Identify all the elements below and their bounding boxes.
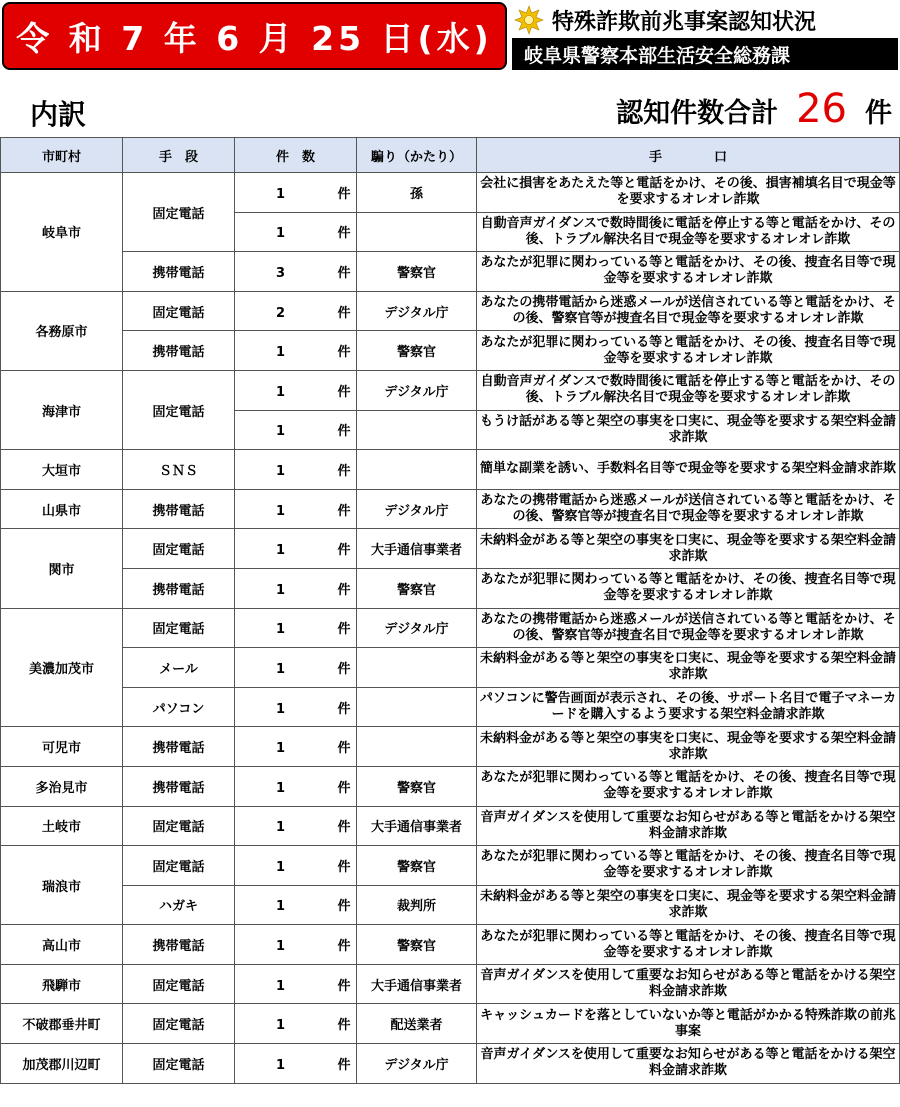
table-row bbox=[1, 370, 900, 410]
table-row bbox=[1, 727, 900, 767]
count-value: 1 bbox=[275, 543, 285, 559]
count-cell bbox=[235, 212, 357, 252]
pretext-cell: 警察官 bbox=[357, 252, 477, 292]
total-label: 認知件数合計 bbox=[616, 98, 779, 129]
count-unit: 件 bbox=[337, 780, 351, 796]
method-cell: 簡単な副業を誘い、手数料名目等で現金等を要求する架空料金請求詐欺 bbox=[477, 450, 900, 490]
count-value: 1 bbox=[275, 939, 285, 955]
count-unit: 件 bbox=[337, 265, 351, 281]
method-cell: もうけ話がある等と架空の事実を口実に、現金等を要求する架空料金請求詐欺 bbox=[477, 410, 900, 450]
pretext-cell: 警察官 bbox=[357, 846, 477, 886]
header-count: 件 数 bbox=[235, 138, 357, 173]
count-cell bbox=[235, 608, 357, 648]
count-value: 1 bbox=[275, 1057, 285, 1073]
method-cell: あなたが犯罪に関わっている等と電話をかけ、その後、捜査名目等で現金等を要求するオレオレ詐欺 bbox=[477, 846, 900, 886]
count-cell bbox=[235, 331, 357, 371]
table-row bbox=[1, 450, 900, 490]
count-cell bbox=[235, 370, 357, 410]
pretext-cell: デジタル庁 bbox=[357, 370, 477, 410]
means-cell: 固定電話 bbox=[123, 370, 235, 449]
department-bar bbox=[512, 38, 898, 70]
means-cell: 固定電話 bbox=[123, 608, 235, 648]
count-value: 1 bbox=[275, 820, 285, 836]
city-cell: 飛騨市 bbox=[1, 964, 123, 1004]
total-unit: 件 bbox=[865, 98, 892, 129]
table-row bbox=[1, 766, 900, 806]
count-value: 2 bbox=[275, 305, 285, 321]
city-cell: 加茂郡川辺町 bbox=[1, 1044, 123, 1084]
method-cell: 自動音声ガイダンスで数時間後に電話を停止する等と電話をかけ、その後、トラブル解決名目で現金等を要求するオレオレ詐欺 bbox=[477, 212, 900, 252]
means-cell: ＳＮＳ bbox=[123, 450, 235, 490]
pretext-cell: 配送業者 bbox=[357, 1004, 477, 1044]
method-cell: あなたの携帯電話から迷惑メールが送信されている等と電話をかけ、その後、警察官等が捜査名目で現金等を要求するオレオレ詐欺 bbox=[477, 291, 900, 331]
count-value: 1 bbox=[275, 622, 285, 638]
pretext-cell: 大手通信事業者 bbox=[357, 964, 477, 1004]
table-row bbox=[1, 1004, 900, 1044]
count-cell bbox=[235, 410, 357, 450]
count-value: 1 bbox=[275, 859, 285, 875]
method-cell: あなたが犯罪に関わっている等と電話をかけ、その後、捜査名目等で現金等を要求するオレオレ詐欺 bbox=[477, 568, 900, 608]
count-unit: 件 bbox=[337, 503, 351, 519]
count-unit: 件 bbox=[337, 978, 351, 994]
table-row bbox=[1, 529, 900, 569]
count-unit: 件 bbox=[337, 305, 351, 321]
table-row bbox=[1, 173, 900, 213]
count-unit: 件 bbox=[337, 701, 351, 717]
total-value: 26 bbox=[796, 86, 847, 132]
city-cell: 関市 bbox=[1, 529, 123, 608]
table-header-row bbox=[1, 138, 900, 173]
count-value: 1 bbox=[275, 780, 285, 796]
count-cell bbox=[235, 687, 357, 727]
pretext-cell bbox=[357, 727, 477, 767]
method-cell: 未納料金がある等と架空の事実を口実に、現金等を要求する架空料金請求詐欺 bbox=[477, 885, 900, 925]
means-cell: 携帯電話 bbox=[123, 925, 235, 965]
count-value: 1 bbox=[275, 582, 285, 598]
table-row bbox=[1, 1044, 900, 1084]
count-unit: 件 bbox=[337, 741, 351, 757]
table-row bbox=[1, 489, 900, 529]
count-unit: 件 bbox=[337, 622, 351, 638]
city-cell: 土岐市 bbox=[1, 806, 123, 846]
method-cell: あなたが犯罪に関わっている等と電話をかけ、その後、捜査名目等で現金等を要求するオレオレ詐欺 bbox=[477, 331, 900, 371]
pretext-cell: 裁判所 bbox=[357, 885, 477, 925]
city-cell: 多治見市 bbox=[1, 766, 123, 806]
means-cell: 携帯電話 bbox=[123, 727, 235, 767]
city-cell: 瑞浪市 bbox=[1, 846, 123, 925]
count-cell bbox=[235, 766, 357, 806]
table-row bbox=[1, 648, 900, 688]
table-row bbox=[1, 252, 900, 292]
means-cell: 携帯電話 bbox=[123, 489, 235, 529]
header-city: 市町村 bbox=[1, 138, 123, 173]
means-cell: 固定電話 bbox=[123, 1004, 235, 1044]
report-title: 特殊詐欺前兆事案認知状況 bbox=[552, 9, 817, 35]
header-means: 手 段 bbox=[123, 138, 235, 173]
city-cell: 美濃加茂市 bbox=[1, 608, 123, 727]
count-unit: 件 bbox=[337, 859, 351, 875]
report-date: 令 和 7 年 6 月 25 日(水) bbox=[16, 18, 493, 58]
total-summary bbox=[616, 86, 892, 132]
means-cell: 固定電話 bbox=[123, 964, 235, 1004]
pretext-cell: 孫 bbox=[357, 173, 477, 213]
count-cell bbox=[235, 1044, 357, 1084]
count-unit: 件 bbox=[337, 186, 351, 202]
count-cell bbox=[235, 252, 357, 292]
count-unit: 件 bbox=[337, 582, 351, 598]
pretext-cell: 警察官 bbox=[357, 331, 477, 371]
count-unit: 件 bbox=[337, 899, 351, 915]
police-emblem-icon bbox=[514, 5, 544, 35]
pretext-cell: 警察官 bbox=[357, 568, 477, 608]
means-cell: 固定電話 bbox=[123, 529, 235, 569]
pretext-cell bbox=[357, 648, 477, 688]
count-unit: 件 bbox=[337, 661, 351, 677]
means-cell: 固定電話 bbox=[123, 1044, 235, 1084]
table-row bbox=[1, 846, 900, 886]
count-value: 1 bbox=[275, 384, 285, 400]
count-value: 1 bbox=[275, 1018, 285, 1034]
table-row bbox=[1, 331, 900, 371]
header-pretext: 騙り（かたり） bbox=[357, 138, 477, 173]
city-cell: 各務原市 bbox=[1, 291, 123, 370]
count-unit: 件 bbox=[337, 424, 351, 440]
city-cell: 岐阜市 bbox=[1, 173, 123, 292]
count-value: 1 bbox=[275, 503, 285, 519]
count-value: 1 bbox=[275, 424, 285, 440]
city-cell: 可児市 bbox=[1, 727, 123, 767]
date-banner bbox=[2, 2, 507, 70]
title-area bbox=[512, 2, 898, 70]
method-cell: 自動音声ガイダンスで数時間後に電話を停止する等と電話をかけ、その後、トラブル解決名目で現金等を要求するオレオレ詐欺 bbox=[477, 370, 900, 410]
table-row bbox=[1, 291, 900, 331]
count-cell bbox=[235, 173, 357, 213]
count-unit: 件 bbox=[337, 463, 351, 479]
table-row bbox=[1, 608, 900, 648]
table-row bbox=[1, 568, 900, 608]
cases-table bbox=[0, 137, 900, 1084]
pretext-cell bbox=[357, 212, 477, 252]
method-cell: パソコンに警告画面が表示され、その後、サポート名目で電子マネーカードを購入するよう要求する架空料金請求詐欺 bbox=[477, 687, 900, 727]
count-cell bbox=[235, 648, 357, 688]
count-cell bbox=[235, 291, 357, 331]
count-cell bbox=[235, 885, 357, 925]
method-cell: あなたの携帯電話から迷惑メールが送信されている等と電話をかけ、その後、警察官等が捜査名目で現金等を要求するオレオレ詐欺 bbox=[477, 608, 900, 648]
count-unit: 件 bbox=[337, 384, 351, 400]
means-cell: 固定電話 bbox=[123, 846, 235, 886]
title-row bbox=[512, 2, 898, 38]
city-cell: 不破郡垂井町 bbox=[1, 1004, 123, 1044]
method-cell: 会社に損害をあたえた等と電話をかけ、その後、損害補填名目で現金等を要求するオレオレ詐欺 bbox=[477, 173, 900, 213]
count-value: 1 bbox=[275, 899, 285, 915]
count-unit: 件 bbox=[337, 1018, 351, 1034]
count-cell bbox=[235, 727, 357, 767]
pretext-cell: 大手通信事業者 bbox=[357, 806, 477, 846]
count-value: 1 bbox=[275, 345, 285, 361]
city-cell: 山県市 bbox=[1, 489, 123, 529]
count-unit: 件 bbox=[337, 820, 351, 836]
department-name: 岐阜県警察本部生活安全総務課 bbox=[524, 44, 791, 67]
count-cell bbox=[235, 846, 357, 886]
means-cell: 固定電話 bbox=[123, 291, 235, 331]
means-cell: 携帯電話 bbox=[123, 252, 235, 292]
count-unit: 件 bbox=[337, 543, 351, 559]
means-cell: メール bbox=[123, 648, 235, 688]
pretext-cell bbox=[357, 687, 477, 727]
pretext-cell: デジタル庁 bbox=[357, 489, 477, 529]
count-cell bbox=[235, 529, 357, 569]
table-body bbox=[1, 173, 900, 1084]
count-cell bbox=[235, 1004, 357, 1044]
method-cell: あなたが犯罪に関わっている等と電話をかけ、その後、捜査名目等で現金等を要求するオレオレ詐欺 bbox=[477, 252, 900, 292]
city-cell: 海津市 bbox=[1, 370, 123, 449]
count-cell bbox=[235, 489, 357, 529]
pretext-cell: デジタル庁 bbox=[357, 291, 477, 331]
count-value: 1 bbox=[275, 226, 285, 242]
count-cell bbox=[235, 450, 357, 490]
pretext-cell bbox=[357, 450, 477, 490]
pretext-cell: デジタル庁 bbox=[357, 1044, 477, 1084]
method-cell: 未納料金がある等と架空の事実を口実に、現金等を要求する架空料金請求詐欺 bbox=[477, 648, 900, 688]
pretext-cell: 大手通信事業者 bbox=[357, 529, 477, 569]
pretext-cell: 警察官 bbox=[357, 925, 477, 965]
method-cell: 音声ガイダンスを使用して重要なお知らせがある等と電話をかける架空料金請求詐欺 bbox=[477, 806, 900, 846]
count-cell bbox=[235, 925, 357, 965]
breakdown-label: 内訳 bbox=[30, 98, 87, 131]
means-cell: 携帯電話 bbox=[123, 766, 235, 806]
count-value: 1 bbox=[275, 741, 285, 757]
table-row bbox=[1, 806, 900, 846]
table-row bbox=[1, 687, 900, 727]
method-cell: 音声ガイダンスを使用して重要なお知らせがある等と電話をかける架空料金請求詐欺 bbox=[477, 1044, 900, 1084]
count-value: 1 bbox=[275, 186, 285, 202]
count-unit: 件 bbox=[337, 1057, 351, 1073]
table-row bbox=[1, 925, 900, 965]
means-cell: 携帯電話 bbox=[123, 331, 235, 371]
means-cell: 固定電話 bbox=[123, 173, 235, 252]
count-value: 3 bbox=[275, 265, 285, 281]
means-cell: 固定電話 bbox=[123, 806, 235, 846]
header-method: 手 口 bbox=[477, 138, 900, 173]
means-cell: 携帯電話 bbox=[123, 568, 235, 608]
method-cell: あなたが犯罪に関わっている等と電話をかけ、その後、捜査名目等で現金等を要求するオレオレ詐欺 bbox=[477, 925, 900, 965]
method-cell: キャッシュカードを落としていないか等と電話がかかる特殊詐欺の前兆事案 bbox=[477, 1004, 900, 1044]
count-unit: 件 bbox=[337, 345, 351, 361]
pretext-cell bbox=[357, 410, 477, 450]
count-unit: 件 bbox=[337, 939, 351, 955]
count-cell bbox=[235, 806, 357, 846]
means-cell: パソコン bbox=[123, 687, 235, 727]
method-cell: あなたの携帯電話から迷惑メールが送信されている等と電話をかけ、その後、警察官等が捜査名目で現金等を要求するオレオレ詐欺 bbox=[477, 489, 900, 529]
method-cell: 未納料金がある等と架空の事実を口実に、現金等を要求する架空料金請求詐欺 bbox=[477, 529, 900, 569]
method-cell: 音声ガイダンスを使用して重要なお知らせがある等と電話をかける架空料金請求詐欺 bbox=[477, 964, 900, 1004]
count-value: 1 bbox=[275, 701, 285, 717]
pretext-cell: 警察官 bbox=[357, 766, 477, 806]
means-cell: ハガキ bbox=[123, 885, 235, 925]
city-cell: 大垣市 bbox=[1, 450, 123, 490]
pretext-cell: デジタル庁 bbox=[357, 608, 477, 648]
count-value: 1 bbox=[275, 661, 285, 677]
table-row bbox=[1, 964, 900, 1004]
count-value: 1 bbox=[275, 463, 285, 479]
method-cell: あなたが犯罪に関わっている等と電話をかけ、その後、捜査名目等で現金等を要求するオレオレ詐欺 bbox=[477, 766, 900, 806]
count-unit: 件 bbox=[337, 226, 351, 242]
method-cell: 未納料金がある等と架空の事実を口実に、現金等を要求する架空料金請求詐欺 bbox=[477, 727, 900, 767]
count-cell bbox=[235, 568, 357, 608]
city-cell: 高山市 bbox=[1, 925, 123, 965]
count-cell bbox=[235, 964, 357, 1004]
count-value: 1 bbox=[275, 978, 285, 994]
table-row bbox=[1, 885, 900, 925]
